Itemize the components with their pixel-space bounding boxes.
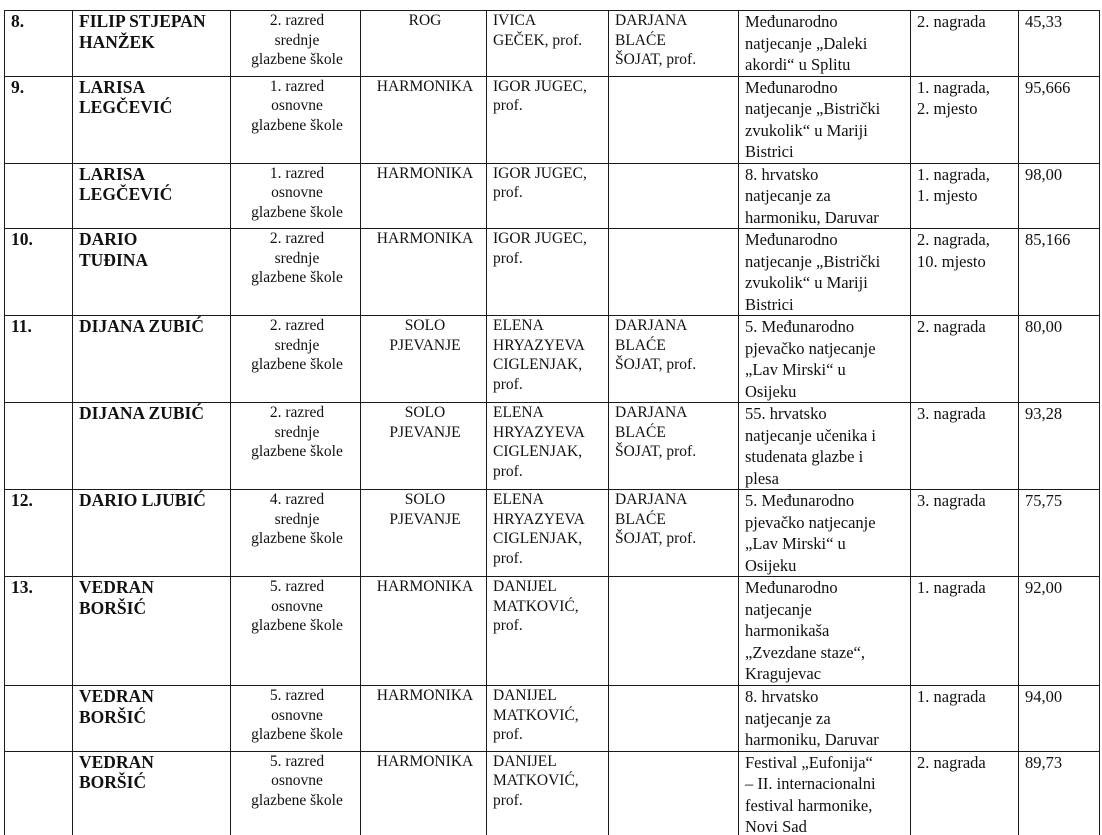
table-row: [5, 686, 1100, 752]
competition-name-cell: Međunarodno natjecanje „Bistrički zvukolik“ u Mariji Bistrici: [739, 229, 911, 316]
points-cell: 94,00: [1019, 686, 1100, 752]
row-number-cell: 9.: [5, 76, 73, 163]
instrument-cell: ROG: [361, 11, 487, 77]
row-number-cell: [5, 163, 73, 229]
student-name-cell: VEDRAN BORŠIĆ: [73, 751, 231, 835]
award-cell: 1. nagrada, 1. mjesto: [911, 163, 1019, 229]
award-cell: 1. nagrada: [911, 686, 1019, 752]
competition-name-cell: 5. Međunarodno pjevačko natjecanje „Lav Mirski“ u Osijeku: [739, 316, 911, 403]
accompanist-name-cell: DARJANA BLAĆE ŠOJAT, prof.: [609, 403, 739, 490]
accompanist-name-cell: [609, 76, 739, 163]
student-name-cell: FILIP STJEPAN HANŽEK: [73, 11, 231, 77]
student-name-cell: DARIO LJUBIĆ: [73, 490, 231, 577]
row-number-cell: 10.: [5, 229, 73, 316]
student-name-cell: DIJANA ZUBIĆ: [73, 316, 231, 403]
points-cell: 80,00: [1019, 316, 1100, 403]
accompanist-name-cell: DARJANA BLAĆE ŠOJAT, prof.: [609, 490, 739, 577]
accompanist-name-cell: DARJANA BLAĆE ŠOJAT, prof.: [609, 11, 739, 77]
instrument-cell: HARMONIKA: [361, 76, 487, 163]
instrument-cell: HARMONIKA: [361, 577, 487, 686]
accompanist-name-cell: [609, 163, 739, 229]
award-cell: 1. nagrada: [911, 577, 1019, 686]
instrument-cell: HARMONIKA: [361, 229, 487, 316]
points-cell: 89,73: [1019, 751, 1100, 835]
table-row: [5, 490, 1100, 577]
points-cell: 93,28: [1019, 403, 1100, 490]
school-class-cell: 2. razred srednje glazbene škole: [231, 229, 361, 316]
school-class-cell: 5. razred osnovne glazbene škole: [231, 577, 361, 686]
school-class-cell: 2. razred srednje glazbene škole: [231, 316, 361, 403]
mentor-name-cell: ELENA HRYAZYEVA CIGLENJAK, prof.: [487, 316, 609, 403]
award-cell: 3. nagrada: [911, 403, 1019, 490]
student-name-cell: DARIO TUĐINA: [73, 229, 231, 316]
school-class-cell: 1. razred osnovne glazbene škole: [231, 76, 361, 163]
row-number-cell: 11.: [5, 316, 73, 403]
table-row: [5, 11, 1100, 77]
points-cell: 92,00: [1019, 577, 1100, 686]
student-name-cell: LARISA LEGČEVIĆ: [73, 163, 231, 229]
row-number-cell: 8.: [5, 11, 73, 77]
instrument-cell: SOLO PJEVANJE: [361, 403, 487, 490]
instrument-cell: SOLO PJEVANJE: [361, 316, 487, 403]
instrument-cell: HARMONIKA: [361, 751, 487, 835]
instrument-cell: HARMONIKA: [361, 163, 487, 229]
mentor-name-cell: DANIJEL MATKOVIĆ, prof.: [487, 751, 609, 835]
award-cell: 1. nagrada, 2. mjesto: [911, 76, 1019, 163]
accompanist-name-cell: DARJANA BLAĆE ŠOJAT, prof.: [609, 316, 739, 403]
school-class-cell: 1. razred osnovne glazbene škole: [231, 163, 361, 229]
mentor-name-cell: DANIJEL MATKOVIĆ, prof.: [487, 577, 609, 686]
points-cell: 45,33: [1019, 11, 1100, 77]
award-cell: 2. nagrada, 10. mjesto: [911, 229, 1019, 316]
instrument-cell: SOLO PJEVANJE: [361, 490, 487, 577]
competition-name-cell: 5. Međunarodno pjevačko natjecanje „Lav Mirski“ u Osijeku: [739, 490, 911, 577]
points-cell: 98,00: [1019, 163, 1100, 229]
school-class-cell: 2. razred srednje glazbene škole: [231, 11, 361, 77]
school-class-cell: 5. razred osnovne glazbene škole: [231, 751, 361, 835]
row-number-cell: 12.: [5, 490, 73, 577]
competition-name-cell: Međunarodno natjecanje harmonikaša „Zvezdane staze“, Kragujevac: [739, 577, 911, 686]
table-row: [5, 76, 1100, 163]
school-class-cell: 4. razred srednje glazbene škole: [231, 490, 361, 577]
accompanist-name-cell: [609, 577, 739, 686]
student-name-cell: LARISA LEGČEVIĆ: [73, 76, 231, 163]
points-cell: 85,166: [1019, 229, 1100, 316]
accompanist-name-cell: [609, 751, 739, 835]
accompanist-name-cell: [609, 229, 739, 316]
row-number-cell: [5, 686, 73, 752]
table-row: [5, 751, 1100, 835]
row-number-cell: [5, 403, 73, 490]
mentor-name-cell: IVICA GEČEK, prof.: [487, 11, 609, 77]
points-cell: 75,75: [1019, 490, 1100, 577]
row-number-cell: 13.: [5, 577, 73, 686]
award-cell: 2. nagrada: [911, 751, 1019, 835]
student-name-cell: VEDRAN BORŠIĆ: [73, 577, 231, 686]
student-name-cell: VEDRAN BORŠIĆ: [73, 686, 231, 752]
mentor-name-cell: ELENA HRYAZYEVA CIGLENJAK, prof.: [487, 490, 609, 577]
competition-name-cell: Festival „Eufonija“ – II. internacionalni festival harmonike, Novi Sad: [739, 751, 911, 835]
table-row: [5, 163, 1100, 229]
award-cell: 2. nagrada: [911, 316, 1019, 403]
mentor-name-cell: IGOR JUGEC, prof.: [487, 229, 609, 316]
competition-name-cell: 8. hrvatsko natjecanje za harmoniku, Daruvar: [739, 686, 911, 752]
row-number-cell: [5, 751, 73, 835]
results-table: [4, 10, 1100, 835]
competition-name-cell: Međunarodno natjecanje „Bistrički zvukolik“ u Mariji Bistrici: [739, 76, 911, 163]
table-row: [5, 229, 1100, 316]
award-cell: 2. nagrada: [911, 11, 1019, 77]
instrument-cell: HARMONIKA: [361, 686, 487, 752]
table-row: [5, 577, 1100, 686]
mentor-name-cell: ELENA HRYAZYEVA CIGLENJAK, prof.: [487, 403, 609, 490]
school-class-cell: 5. razred osnovne glazbene škole: [231, 686, 361, 752]
points-cell: 95,666: [1019, 76, 1100, 163]
accompanist-name-cell: [609, 686, 739, 752]
school-class-cell: 2. razred srednje glazbene škole: [231, 403, 361, 490]
table-row: [5, 403, 1100, 490]
table-row: [5, 316, 1100, 403]
competition-name-cell: 8. hrvatsko natjecanje za harmoniku, Daruvar: [739, 163, 911, 229]
competition-name-cell: Međunarodno natjecanje „Daleki akordi“ u Splitu: [739, 11, 911, 77]
award-cell: 3. nagrada: [911, 490, 1019, 577]
mentor-name-cell: IGOR JUGEC, prof.: [487, 163, 609, 229]
results-table-body: [5, 11, 1100, 835]
competition-name-cell: 55. hrvatsko natjecanje učenika i studenata glazbe i plesa: [739, 403, 911, 490]
mentor-name-cell: DANIJEL MATKOVIĆ, prof.: [487, 686, 609, 752]
mentor-name-cell: IGOR JUGEC, prof.: [487, 76, 609, 163]
student-name-cell: DIJANA ZUBIĆ: [73, 403, 231, 490]
